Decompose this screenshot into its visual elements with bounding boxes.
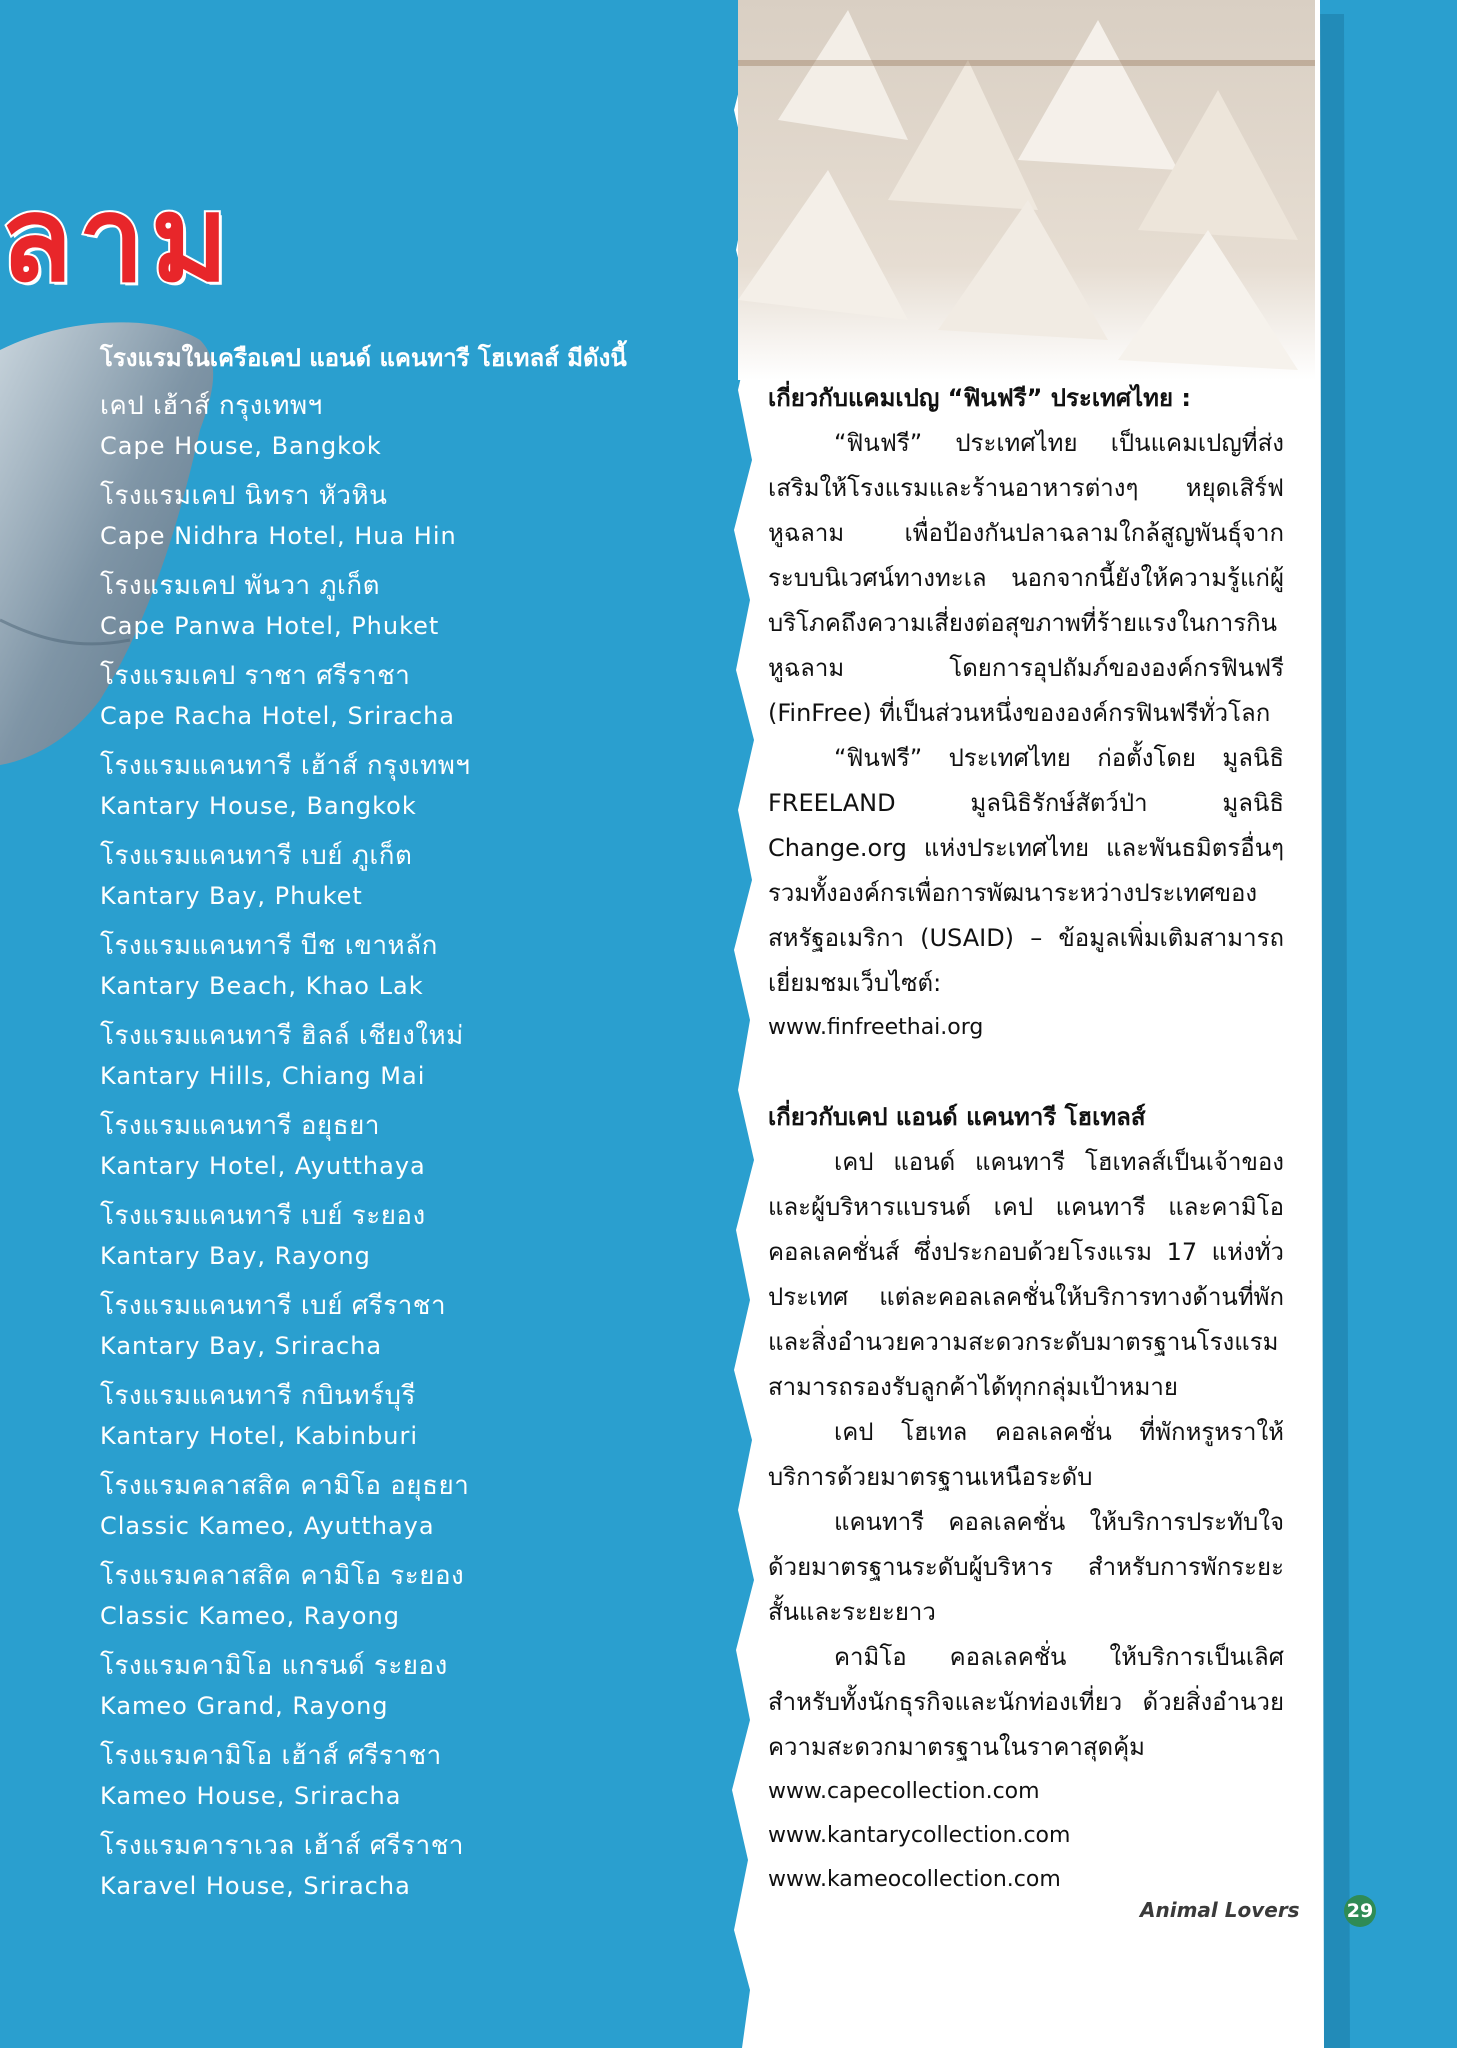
hotel-item — [100, 1106, 660, 1186]
hotel-list-intro: โรงแรมในเครือเคป แอนด์ แคนทารี โฮเทลส์ มีดังนี้ — [100, 344, 627, 372]
hotel-name-en: Classic Kameo, Ayutthaya — [100, 1512, 435, 1540]
hotel-name-th: โรงแรมคลาสสิค คามิโอ ระยอง — [100, 1561, 465, 1591]
hotel-name-th: เคป เฮ้าส์ กรุงเทพฯ — [100, 391, 323, 421]
hotel-item — [100, 476, 660, 556]
hotel-name-th: โรงแรมเคป ราชา ศรีราชา — [100, 661, 411, 691]
hotel-item — [100, 1376, 660, 1456]
hotels-paragraph: เคป แอนด์ แคนทารี โฮเทลส์เป็นเจ้าของและผู้บริหารแบรนด์ เคป แคนทารี และคามิโอ คอลเลคชั่นส์ ซึ่งประกอบด้วยโรงแรม 17 แห่งทั่วประเทศ แต่ละคอลเลคชั่นให้บริการทางด้านที่พักและสิ่งอำนวยความสะดวกระดับมาตรฐานโรงแรม สามารถรองรับลูกค้าได้ทุกกลุ่มเป้าหมาย — [768, 1148, 1284, 1401]
magazine-logo: Animal Lovers — [1140, 1898, 1300, 1922]
kantary-collection-paragraph: แคนทารี คอลเลคชั่น ให้บริการประทับใจด้วยมาตรฐานระดับผู้บริหาร สำหรับการพักระยะสั้นและระยะยาว — [768, 1508, 1284, 1626]
hotel-list — [100, 338, 660, 1916]
hotel-name-th: โรงแรมคลาสสิค คามิโอ อยุธยา — [100, 1471, 470, 1501]
hotel-item — [100, 566, 660, 646]
hotel-name-en: Classic Kameo, Rayong — [100, 1602, 400, 1630]
founders-paragraph: “ฟินฟรี” ประเทศไทย ก่อตั้งโดย มูลนิธิ FREELAND มูลนิธิรักษ์สัตว์ป่า มูลนิธิ Change.org แห่งประเทศไทย และพันธมิตรอื่นๆ รวมทั้งองค์กรเพื่อการพัฒนาระหว่างประเทศของสหรัฐอเมริกา (USAID) – ข้อมูลเพิ่มเติมสามารถเยี่ยมชมเว็บไซต์: — [768, 744, 1284, 997]
hotel-name-th: โรงแรมเคป พันวา ภูเก็ต — [100, 571, 381, 601]
hotel-item — [100, 1646, 660, 1726]
hotel-item — [100, 1826, 660, 1906]
page-number-badge: 29 — [1344, 1895, 1376, 1927]
hotel-name-th: โรงแรมแคนทารี อยุธยา — [100, 1111, 380, 1141]
hotel-name-en: Kameo House, Sriracha — [100, 1782, 402, 1810]
hotel-name-en: Kantary Bay, Rayong — [100, 1242, 371, 1270]
hotel-name-en: Cape House, Bangkok — [100, 432, 382, 460]
finfree-link[interactable]: www.finfreethai.org — [768, 1015, 984, 1040]
hotel-name-th: โรงแรมเคป นิทรา หัวหิน — [100, 481, 388, 511]
hotel-item — [100, 1016, 660, 1096]
article-column — [768, 376, 1284, 1902]
hotel-item — [100, 836, 660, 916]
hotel-item — [100, 1736, 660, 1816]
hotel-name-en: Cape Panwa Hotel, Phuket — [100, 612, 440, 640]
kantary-link[interactable]: www.kantarycollection.com — [768, 1823, 1071, 1848]
hotel-name-en: Kantary Hotel, Ayutthaya — [100, 1152, 426, 1180]
hotel-name-en: Kantary Hotel, Kabinburi — [100, 1422, 418, 1450]
hotel-item — [100, 1466, 660, 1546]
campaign-paragraph: “ฟินฟรี” ประเทศไทย เป็นแคมเปญที่ส่งเสริมให้โรงแรมและร้านอาหารต่างๆ หยุดเสิร์ฟหูฉลาม เพื่อป้องกันปลาฉลามใกล้สูญพันธุ์จากระบบนิเวศน์ทางทะเล นอกจากนี้ยังให้ความรู้แก่ผู้บริโภคถึงความเสี่ยงต่อสุขภาพที่ร้ายแรงในการกินหูฉลาม โดยการอุปถัมภ์ขององค์กรฟินฟรี (FinFree) ที่เป็นส่วนหนึ่งขององค์กรฟินฟรีทั่วโลก — [768, 429, 1284, 727]
hotel-name-en: Kantary House, Bangkok — [100, 792, 417, 820]
hotel-name-th: โรงแรมคามิโอ เฮ้าส์ ศรีราชา — [100, 1741, 442, 1771]
hotel-name-en: Kantary Bay, Sriracha — [100, 1332, 383, 1360]
hotel-name-en: Cape Nidhra Hotel, Hua Hin — [100, 522, 457, 550]
hotel-name-en: Karavel House, Sriracha — [100, 1872, 411, 1900]
hotel-name-th: โรงแรมแคนทารี บีช เขาหลัก — [100, 931, 438, 961]
hotel-name-th: โรงแรมแคนทารี เบย์ ภูเก็ต — [100, 841, 413, 871]
hotel-name-th: โรงแรมคามิโอ แกรนด์ ระยอง — [100, 1651, 448, 1681]
title-fragment: ลาม — [0, 170, 235, 308]
spacer — [768, 1050, 1284, 1095]
hotel-name-en: Kantary Hills, Chiang Mai — [100, 1062, 426, 1090]
hotel-name-th: โรงแรมคาราเวล เฮ้าส์ ศรีราชา — [100, 1831, 464, 1861]
hotel-name-th: โรงแรมแคนทารี เฮ้าส์ กรุงเทพฯ — [100, 751, 471, 781]
hotel-item — [100, 746, 660, 826]
hotel-item — [100, 386, 660, 466]
hotel-item — [100, 656, 660, 736]
kameo-link[interactable]: www.kameocollection.com — [768, 1867, 1061, 1892]
cape-link[interactable]: www.capecollection.com — [768, 1779, 1040, 1804]
hotel-name-th: โรงแรมแคนทารี เบย์ ศรีราชา — [100, 1291, 447, 1321]
shark-fin-photo — [738, 0, 1315, 380]
hotel-item — [100, 926, 660, 1006]
cape-collection-paragraph: เคป โฮเทล คอลเลคชั่น ที่พักหรูหราให้บริการด้วยมาตรฐานเหนือระดับ — [768, 1418, 1284, 1491]
hotel-name-en: Kantary Bay, Phuket — [100, 882, 363, 910]
hotel-item — [100, 1556, 660, 1636]
kameo-collection-paragraph: คามิโอ คอลเลคชั่น ให้บริการเป็นเลิศสำหรับทั้งนักธุรกิจและนักท่องเที่ยว ด้วยสิ่งอำนวยความสะดวกมาตรฐานในราคาสุดคุ้ม — [768, 1643, 1284, 1761]
hotel-item — [100, 1286, 660, 1366]
hotel-item — [100, 1196, 660, 1276]
hotel-name-th: โรงแรมแคนทารี เบย์ ระยอง — [100, 1201, 426, 1231]
hotels-heading: เกี่ยวกับเคป แอนด์ แคนทารี โฮเทลส์ — [768, 1103, 1146, 1131]
hotel-name-th: โรงแรมแคนทารี ฮิลล์ เชียงใหม่ — [100, 1021, 464, 1051]
hotel-name-en: Cape Racha Hotel, Sriracha — [100, 702, 455, 730]
campaign-heading: เกี่ยวกับแคมเปญ “ฟินฟรี” ประเทศไทย : — [768, 384, 1191, 412]
hotel-name-th: โรงแรมแคนทารี กบินทร์บุรี — [100, 1381, 416, 1411]
hotel-name-en: Kantary Beach, Khao Lak — [100, 972, 424, 1000]
hotel-name-en: Kameo Grand, Rayong — [100, 1692, 389, 1720]
